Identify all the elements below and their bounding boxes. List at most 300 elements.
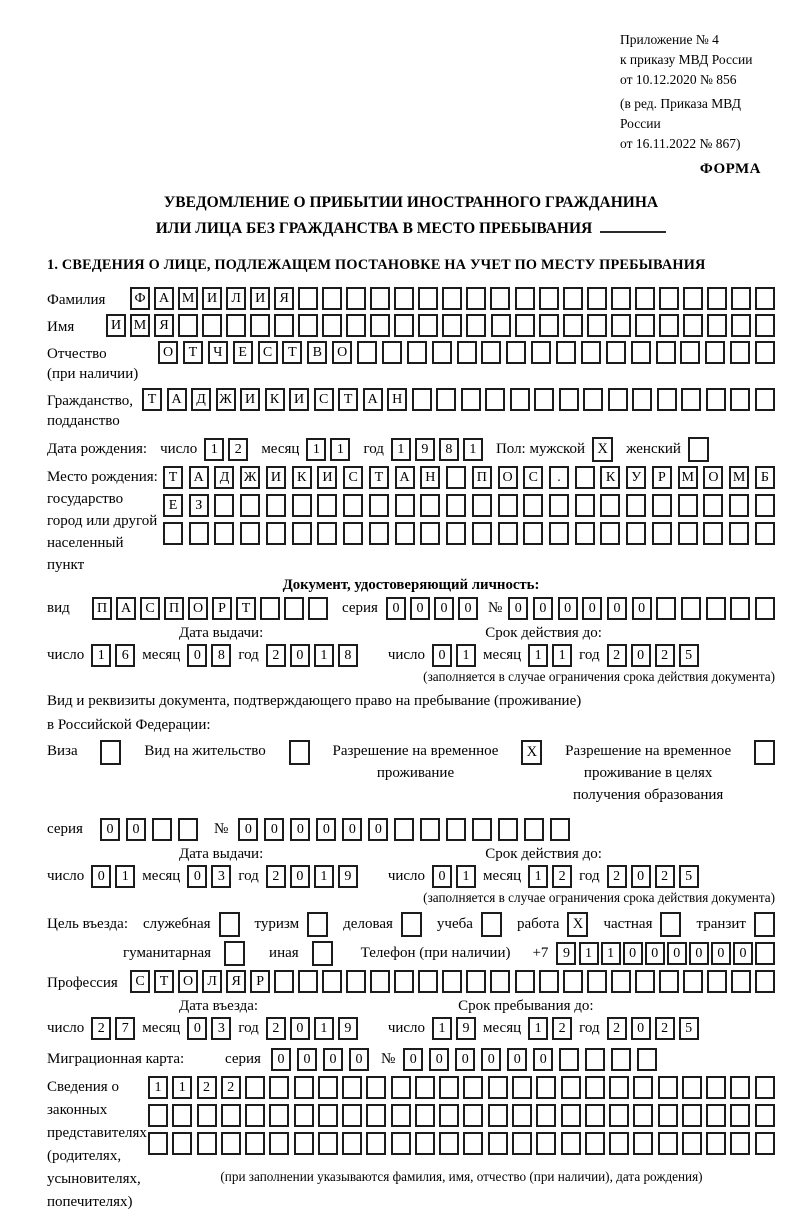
form-cell[interactable]: М [130,314,150,337]
form-cell[interactable] [442,970,462,993]
form-cell[interactable]: 0 [187,1017,207,1040]
form-cell[interactable] [370,287,390,310]
form-cell[interactable]: . [549,466,569,489]
form-cell[interactable] [163,522,183,545]
form-cell[interactable] [632,388,652,411]
form-cell[interactable] [656,341,676,364]
form-cell[interactable]: 0 [264,818,284,841]
form-cell[interactable] [659,314,679,337]
form-cell[interactable] [583,388,603,411]
form-cell[interactable] [369,494,389,517]
form-cell[interactable] [318,1104,338,1127]
form-cell[interactable]: 0 [481,1048,501,1071]
form-cell[interactable] [515,287,535,310]
form-cell[interactable] [178,818,198,841]
form-cell[interactable] [549,522,569,545]
form-cell[interactable] [439,1104,459,1127]
form-cell[interactable] [260,597,280,620]
form-cell[interactable]: 0 [667,942,687,965]
form-cell[interactable] [534,388,554,411]
form-cell[interactable]: 1 [552,644,572,667]
form-cell[interactable]: Я [226,970,246,993]
form-cell[interactable]: Р [212,597,232,620]
form-cell[interactable] [729,522,749,545]
form-cell[interactable]: И [289,388,309,411]
form-cell[interactable] [178,314,198,337]
form-cell[interactable]: 0 [290,1017,310,1040]
form-cell[interactable] [498,818,518,841]
form-cell[interactable]: 5 [679,865,699,888]
form-cell[interactable] [463,1104,483,1127]
form-cell[interactable]: Т [154,970,174,993]
purpose-work-checkbox[interactable]: X [567,912,588,937]
form-cell[interactable] [633,1132,653,1155]
form-cell[interactable] [549,494,569,517]
form-cell[interactable]: Н [387,388,407,411]
form-cell[interactable] [317,522,337,545]
form-cell[interactable] [707,314,727,337]
form-cell[interactable] [609,1076,629,1099]
form-cell[interactable] [322,314,342,337]
form-cell[interactable] [463,1076,483,1099]
form-cell[interactable]: И [240,388,260,411]
form-cell[interactable] [524,818,544,841]
form-cell[interactable] [659,287,679,310]
form-cell[interactable] [658,1076,678,1099]
form-cell[interactable] [152,818,172,841]
form-cell[interactable] [461,388,481,411]
form-cell[interactable]: Т [163,466,183,489]
form-cell[interactable]: 1 [432,1017,452,1040]
form-cell[interactable] [611,970,631,993]
form-cell[interactable] [318,1132,338,1155]
form-cell[interactable] [436,388,456,411]
form-cell[interactable] [600,494,620,517]
form-cell[interactable] [706,1076,726,1099]
form-cell[interactable] [394,287,414,310]
form-cell[interactable] [731,970,751,993]
form-cell[interactable] [420,522,440,545]
form-cell[interactable] [563,314,583,337]
form-cell[interactable]: И [250,287,270,310]
form-cell[interactable] [730,1076,750,1099]
form-cell[interactable]: Б [755,466,775,489]
form-cell[interactable] [536,1076,556,1099]
form-cell[interactable] [606,341,626,364]
purpose-business-checkbox[interactable] [401,912,422,937]
form-cell[interactable]: 0 [290,818,310,841]
form-cell[interactable] [556,341,576,364]
form-cell[interactable] [575,466,595,489]
form-cell[interactable] [575,494,595,517]
form-cell[interactable] [730,597,750,620]
form-cell[interactable] [294,1104,314,1127]
form-cell[interactable]: 5 [679,644,699,667]
form-cell[interactable] [611,1048,631,1071]
form-cell[interactable]: 1 [115,865,135,888]
form-cell[interactable]: С [314,388,334,411]
form-cell[interactable]: А [116,597,136,620]
form-cell[interactable]: 2 [655,1017,675,1040]
form-cell[interactable] [729,494,749,517]
form-cell[interactable] [626,494,646,517]
form-cell[interactable]: 1 [314,644,334,667]
form-cell[interactable]: 9 [456,1017,476,1040]
form-cell[interactable]: 1 [528,1017,548,1040]
form-cell[interactable] [536,1132,556,1155]
form-cell[interactable] [561,1132,581,1155]
form-cell[interactable]: Т [369,466,389,489]
form-cell[interactable] [585,1104,605,1127]
form-cell[interactable]: А [167,388,187,411]
purpose-tourism-checkbox[interactable] [307,912,328,937]
form-cell[interactable]: В [307,341,327,364]
form-cell[interactable] [457,341,477,364]
form-cell[interactable] [635,314,655,337]
form-cell[interactable] [587,970,607,993]
form-cell[interactable]: 0 [623,942,643,965]
form-cell[interactable] [442,314,462,337]
form-cell[interactable]: 0 [91,865,111,888]
form-cell[interactable] [446,818,466,841]
form-cell[interactable]: 1 [528,865,548,888]
form-cell[interactable]: М [678,466,698,489]
form-cell[interactable]: 0 [126,818,146,841]
form-cell[interactable] [515,314,535,337]
form-cell[interactable]: 0 [290,644,310,667]
form-cell[interactable] [755,1104,775,1127]
form-cell[interactable] [706,597,726,620]
form-cell[interactable] [755,1132,775,1155]
form-cell[interactable] [683,970,703,993]
form-cell[interactable]: П [92,597,112,620]
form-cell[interactable] [705,341,725,364]
form-cell[interactable]: 0 [458,597,478,620]
form-cell[interactable]: 0 [533,1048,553,1071]
form-cell[interactable]: 0 [582,597,602,620]
form-cell[interactable] [418,314,438,337]
form-cell[interactable]: Е [233,341,253,364]
sex-female-checkbox[interactable] [688,437,709,462]
form-cell[interactable] [656,597,676,620]
form-cell[interactable] [755,522,775,545]
form-cell[interactable] [491,314,511,337]
form-cell[interactable] [366,1132,386,1155]
form-cell[interactable]: К [265,388,285,411]
form-cell[interactable]: З [189,494,209,517]
purpose-humanitarian-checkbox[interactable] [224,941,245,966]
form-cell[interactable]: 2 [266,644,286,667]
form-cell[interactable]: А [189,466,209,489]
form-cell[interactable] [587,314,607,337]
form-cell[interactable] [439,1076,459,1099]
form-cell[interactable] [346,970,366,993]
form-cell[interactable] [730,1104,750,1127]
form-cell[interactable] [683,287,703,310]
form-cell[interactable]: О [188,597,208,620]
form-cell[interactable] [539,287,559,310]
sex-male-checkbox[interactable]: X [592,437,613,462]
form-cell[interactable]: 0 [645,942,665,965]
form-cell[interactable]: А [363,388,383,411]
form-cell[interactable] [395,494,415,517]
form-cell[interactable] [322,970,342,993]
form-cell[interactable]: 0 [386,597,406,620]
form-cell[interactable] [681,597,701,620]
form-cell[interactable]: 2 [266,865,286,888]
form-cell[interactable]: 1 [314,865,334,888]
form-cell[interactable] [370,314,390,337]
form-cell[interactable] [488,1104,508,1127]
form-cell[interactable]: Я [154,314,174,337]
form-cell[interactable] [559,1048,579,1071]
form-cell[interactable] [245,1132,265,1155]
form-cell[interactable] [382,341,402,364]
form-cell[interactable]: 0 [432,865,452,888]
form-cell[interactable] [635,287,655,310]
form-cell[interactable] [412,388,432,411]
form-cell[interactable] [485,388,505,411]
form-cell[interactable] [366,1076,386,1099]
form-cell[interactable]: 0 [297,1048,317,1071]
form-cell[interactable] [292,522,312,545]
form-cell[interactable] [755,287,775,310]
form-cell[interactable] [730,388,750,411]
form-cell[interactable] [172,1104,192,1127]
form-cell[interactable] [308,597,328,620]
form-cell[interactable]: И [317,466,337,489]
form-cell[interactable]: Я [274,287,294,310]
form-cell[interactable] [755,597,775,620]
form-cell[interactable]: 0 [410,597,430,620]
form-cell[interactable] [523,522,543,545]
form-cell[interactable]: 3 [211,1017,231,1040]
form-cell[interactable] [148,1132,168,1155]
form-cell[interactable]: К [292,466,312,489]
form-cell[interactable] [755,388,775,411]
form-cell[interactable] [682,1104,702,1127]
form-cell[interactable]: 1 [306,438,326,461]
form-cell[interactable]: 2 [607,865,627,888]
form-cell[interactable]: 0 [508,597,528,620]
form-cell[interactable] [550,818,570,841]
form-cell[interactable] [342,1132,362,1155]
form-cell[interactable]: 0 [533,597,553,620]
form-cell[interactable] [652,522,672,545]
form-cell[interactable]: Л [202,970,222,993]
form-cell[interactable] [202,314,222,337]
form-cell[interactable]: Т [142,388,162,411]
form-cell[interactable]: Р [652,466,672,489]
form-cell[interactable] [498,522,518,545]
form-cell[interactable]: Ф [130,287,150,310]
form-cell[interactable] [531,341,551,364]
form-cell[interactable] [682,1076,702,1099]
form-cell[interactable]: М [178,287,198,310]
form-cell[interactable]: И [266,466,286,489]
form-cell[interactable] [395,522,415,545]
form-cell[interactable] [357,341,377,364]
form-cell[interactable]: 2 [655,644,675,667]
form-cell[interactable] [439,1132,459,1155]
form-cell[interactable] [637,1048,657,1071]
form-cell[interactable]: 2 [607,1017,627,1040]
form-cell[interactable]: О [158,341,178,364]
form-cell[interactable]: 0 [507,1048,527,1071]
form-cell[interactable] [298,287,318,310]
form-cell[interactable] [298,314,318,337]
form-cell[interactable] [510,388,530,411]
form-cell[interactable] [506,341,526,364]
form-cell[interactable] [292,494,312,517]
form-cell[interactable] [322,287,342,310]
form-cell[interactable] [472,818,492,841]
form-cell[interactable]: Н [420,466,440,489]
form-cell[interactable] [442,287,462,310]
form-cell[interactable] [490,970,510,993]
form-cell[interactable]: Т [236,597,256,620]
form-cell[interactable] [515,970,535,993]
form-cell[interactable] [391,1104,411,1127]
form-cell[interactable] [706,1132,726,1155]
form-cell[interactable]: 0 [349,1048,369,1071]
form-cell[interactable] [633,1076,653,1099]
form-cell[interactable]: 1 [91,644,111,667]
form-cell[interactable] [394,970,414,993]
form-cell[interactable]: 2 [197,1076,217,1099]
form-cell[interactable] [703,522,723,545]
form-cell[interactable] [214,494,234,517]
form-cell[interactable]: 1 [391,438,411,461]
form-cell[interactable] [466,287,486,310]
form-cell[interactable]: 8 [338,644,358,667]
form-cell[interactable]: 0 [455,1048,475,1071]
form-cell[interactable]: 0 [631,1017,651,1040]
form-cell[interactable] [512,1132,532,1155]
form-cell[interactable] [755,942,775,965]
form-cell[interactable] [418,287,438,310]
form-cell[interactable] [343,522,363,545]
purpose-transit-checkbox[interactable] [754,912,775,937]
form-cell[interactable] [706,388,726,411]
form-cell[interactable] [731,287,751,310]
form-cell[interactable] [221,1104,241,1127]
form-cell[interactable] [488,1076,508,1099]
form-cell[interactable]: 1 [172,1076,192,1099]
form-cell[interactable]: 1 [528,644,548,667]
form-cell[interactable] [266,494,286,517]
form-cell[interactable]: 5 [679,1017,699,1040]
form-cell[interactable]: 2 [552,1017,572,1040]
form-cell[interactable]: С [258,341,278,364]
form-cell[interactable]: П [164,597,184,620]
form-cell[interactable] [269,1076,289,1099]
form-cell[interactable] [682,1132,702,1155]
form-cell[interactable] [600,522,620,545]
form-cell[interactable] [342,1076,362,1099]
form-cell[interactable]: 0 [631,644,651,667]
form-cell[interactable] [391,1132,411,1155]
form-cell[interactable] [221,1132,241,1155]
form-cell[interactable] [466,970,486,993]
form-cell[interactable]: 0 [100,818,120,841]
form-cell[interactable] [635,970,655,993]
form-cell[interactable]: 1 [601,942,621,965]
form-cell[interactable]: 2 [655,865,675,888]
form-cell[interactable] [446,494,466,517]
form-cell[interactable] [294,1132,314,1155]
form-cell[interactable] [172,1132,192,1155]
form-cell[interactable] [245,1076,265,1099]
form-cell[interactable] [707,970,727,993]
form-cell[interactable]: И [106,314,126,337]
form-cell[interactable] [561,1104,581,1127]
form-cell[interactable] [274,970,294,993]
form-cell[interactable]: 1 [148,1076,168,1099]
form-cell[interactable] [539,970,559,993]
form-cell[interactable] [197,1104,217,1127]
form-cell[interactable]: С [523,466,543,489]
purpose-other-checkbox[interactable] [312,941,333,966]
form-cell[interactable] [370,970,390,993]
form-cell[interactable] [523,494,543,517]
form-cell[interactable]: О [178,970,198,993]
form-cell[interactable]: 0 [368,818,388,841]
form-cell[interactable] [415,1132,435,1155]
form-cell[interactable] [512,1104,532,1127]
form-cell[interactable] [539,314,559,337]
form-cell[interactable] [731,314,751,337]
form-cell[interactable] [680,341,700,364]
form-cell[interactable]: 0 [290,865,310,888]
form-cell[interactable] [559,388,579,411]
form-cell[interactable]: С [343,466,363,489]
form-cell[interactable]: 2 [221,1076,241,1099]
form-cell[interactable]: 7 [115,1017,135,1040]
form-cell[interactable]: Ж [240,466,260,489]
form-cell[interactable]: И [202,287,222,310]
form-cell[interactable]: 1 [314,1017,334,1040]
form-cell[interactable]: 1 [204,438,224,461]
form-cell[interactable] [703,494,723,517]
form-cell[interactable] [269,1104,289,1127]
form-cell[interactable] [585,1048,605,1071]
form-cell[interactable]: Т [183,341,203,364]
form-cell[interactable] [472,494,492,517]
visa-checkbox[interactable] [100,740,121,765]
form-cell[interactable]: О [703,466,723,489]
form-cell[interactable]: 2 [266,1017,286,1040]
form-cell[interactable]: 0 [403,1048,423,1071]
form-cell[interactable] [678,522,698,545]
form-cell[interactable]: Д [214,466,234,489]
form-cell[interactable]: А [154,287,174,310]
form-cell[interactable] [318,1076,338,1099]
form-cell[interactable] [342,1104,362,1127]
form-cell[interactable] [498,494,518,517]
form-cell[interactable] [488,1132,508,1155]
form-cell[interactable]: 2 [91,1017,111,1040]
form-cell[interactable]: 8 [211,644,231,667]
form-cell[interactable] [240,522,260,545]
form-cell[interactable]: У [626,466,646,489]
form-cell[interactable]: 9 [338,865,358,888]
temp-residence-edu-checkbox[interactable] [754,740,775,765]
form-cell[interactable] [611,314,631,337]
form-cell[interactable]: Л [226,287,246,310]
form-cell[interactable] [266,522,286,545]
form-cell[interactable]: 0 [429,1048,449,1071]
